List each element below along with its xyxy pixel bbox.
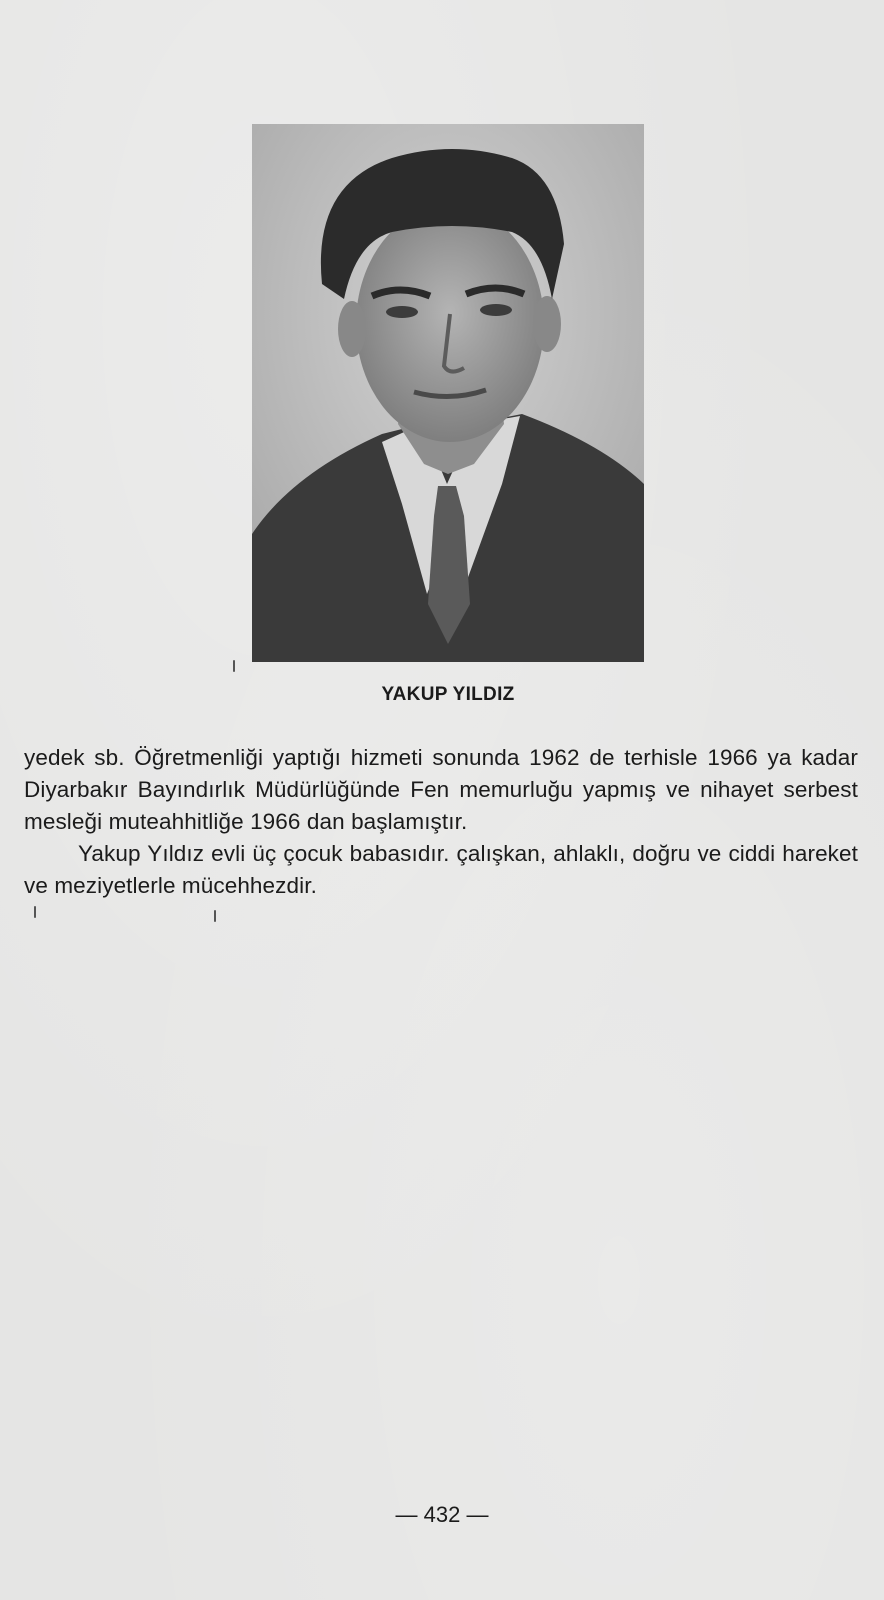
- print-speck: [233, 660, 235, 672]
- photo-caption: YAKUP YILDIZ: [381, 684, 515, 705]
- body-text: [24, 742, 858, 902]
- paragraph: yedek sb. Öğretmenliği yaptığı hizmeti sonunda 1962 de terhisle 1966 ya kadar Diyarbakır Bayındırlık Müdürlüğünde Fen memurluğu yapmış ve nihayet serbest mesleği muteahhitliğe 1966 dan başlamıştır.: [24, 745, 858, 834]
- portrait-photo: [252, 124, 644, 662]
- paragraph: Yakup Yıldız evli üç çocuk babasıdır. çalışkan, ahlaklı, doğru ve ciddi hareket ve meziyetlerle mücehhezdir.: [24, 841, 858, 898]
- page-number: — 432 —: [395, 1502, 489, 1527]
- print-speck: [214, 910, 216, 922]
- print-speck: [34, 906, 36, 918]
